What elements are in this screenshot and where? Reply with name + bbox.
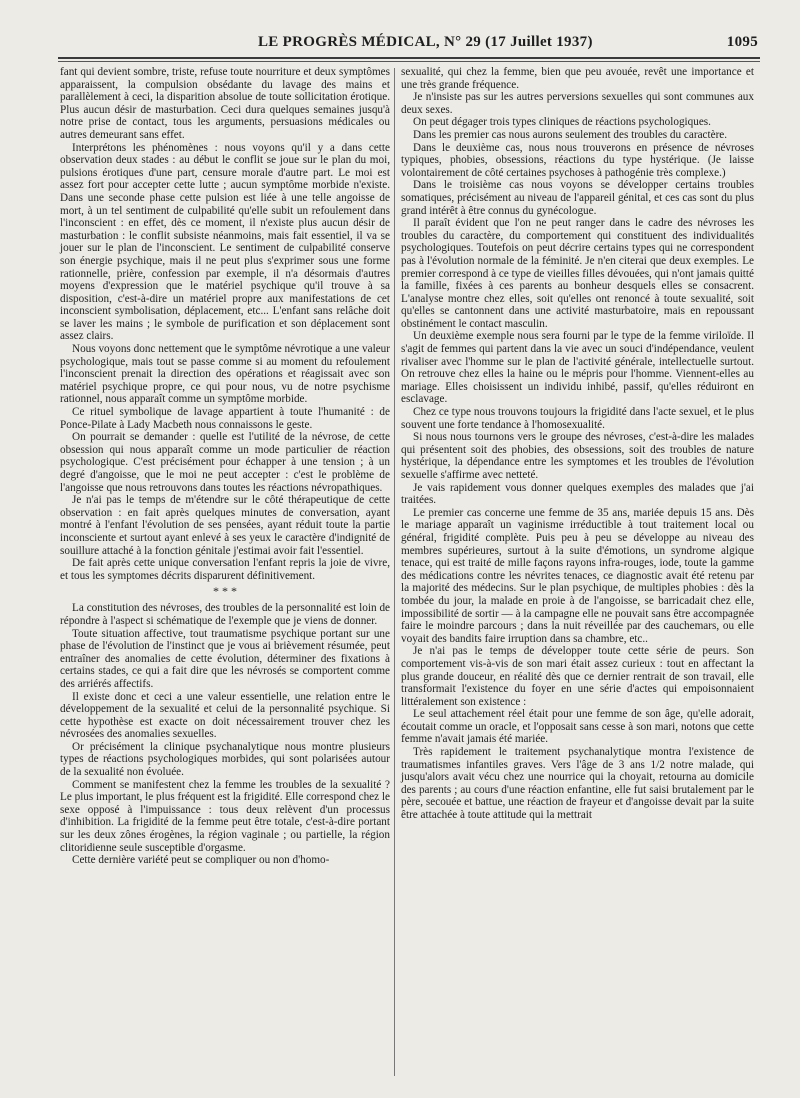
paragraph: Dans le troisième cas nous voyons se développer certains troubles somatiques, précisément au niveau de l'appareil génital, et ces cas sont du plus grand intérêt à être connus du gynécologue. <box>401 179 754 217</box>
paragraph: Or précisément la clinique psychanalytique nous montre plusieurs types de réactions psychologiques morbides, qui sont polarisées autour de la sexualité non évoluée. <box>60 740 390 779</box>
paragraph: Un deuxième exemple nous sera fourni par le type de la femme viriloïde. Il s'agit de femmes qui partent dans la vie avec un souci d'indépendance, veulent rivaliser avec l'homme sur le plan de l'activité générale, intellectuelle surtout. On retrouve chez elles la haine ou le mépris pour l'homme. Viennent-elles au mariage. Elles choisissent un individu inhibé, passif, qu'elles réduiront en esclavage. <box>401 330 754 406</box>
paragraph: Le seul attachement réel était pour une femme de son âge, qu'elle adorait, écoutait comme un oracle, et l'opposait sans cesse à son mari, notons que cette femme n'avait jamais été mariée. <box>401 708 754 746</box>
right-column <box>401 66 754 822</box>
paragraph: Dans les premier cas nous aurons seulement des troubles du caractère. <box>413 128 728 141</box>
header-rule-thin <box>58 61 760 62</box>
paragraph: De fait après cette unique conversation l'enfant repris la joie de vivre, et tous les symptomes décrits disparurent définitivement. <box>60 557 390 582</box>
paragraph: Je n'insiste pas sur les autres perversions sexuelles qui sont communes aux deux sexes. <box>401 91 754 116</box>
paragraph: La constitution des névroses, des troubles de la personnalité est loin de répondre à l'aspect si schématique de l'exemple que je viens de donner. <box>60 602 390 627</box>
paragraph: Si nous nous tournons vers le groupe des névroses, c'est-à-dire les malades qui présentent soit des phobies, des obsessions, soit des troubles de nature hystérique, la dépendance entre les symptomes et les troubles de l'évolution sexuelle s'affirme avec netteté. <box>401 431 754 481</box>
paragraph: Je n'ai pas le temps de développer toute cette série de peurs. Son comportement vis-à-vis de son mari était assez curieux : tout en affectant la plus grande douceur, en réalité dès que ce dernier rentrait de son travail, elle transformait l'existence du foyer en une série d'actes qui empoisonnaient littéralement son existence : <box>401 645 754 708</box>
paragraph: Interprétons les phénomènes : nous voyons qu'il y a dans cette observation deux stades : au début le conflit se joue sur le plan du moi, pulsions érotiques d'une part, censure morale d'autre part. Le moi est assez fort pour accepter cette lutte ; aucun symptôme morbide n'existe. Dans une seconde phase cette pulsion est liée à une telle angoisse de mort, à un tel sentiment de culpabilité qu'elle subit un refoulement dans l'inconscient : en effet, dès ce moment, il n'existe plus aucun désir de masturbation : le conflit subsiste néanmoins, mais fait essentiel, il va se jouer sur le plan de l'inconscient. Le sentiment de culpabilité conserve son énergie psychique, mais il ne peut plus s'exprimer sous une forme rationnelle, prière, confession par exemple, il n'a désormais d'autres moyens d'expression que le matériel psychique qu'il trouve à sa disposition, c'est-à-dire un matériel propre aux manifestations de cet inconscient symbolisation, déplacement, etc... L'enfant sans relâche doit se laver les mains ; le symbole de purification et son déplacement sont assez clairs. <box>60 141 390 343</box>
paragraph: Comment se manifestent chez la femme les troubles de la sexualité ? Le plus important, le plus fréquent est la frigidité. Elle correspond chez le sexe opposé à l'impuissance : tous deux relèvent d'un processus d'inhibition. La frigidité de la femme peut être totale, c'est-à-dire portant sur les deux zônes érogènes, la région vaginale ; ou partielle, la région clitoridienne seule susceptible d'orgasme. <box>60 778 390 854</box>
paragraph: On peut dégager trois types cliniques de réactions psychologiques. <box>413 116 711 129</box>
paragraph: Je vais rapidement vous donner quelques exemples des malades que j'ai traitées. <box>401 481 754 507</box>
page-header <box>58 30 760 54</box>
paragraph: Il paraît évident que l'on ne peut ranger dans le cadre des névroses les troubles du caractère, du comportement qui constituent des individualités psychologiques. Toutefois on peut décrire certains types qui ne correspondent pas à l'évolution normale de la féminité. Je n'en citerai que deux exemples. Le premier correspond à ce type de vieilles filles dévouées, qui n'ont jamais quitté la famille, fixées à ces parents au bonheur desquels elles se consacrent. L'analyse montre chez elles, soit qu'elles ont renoncé à toute sexualité, soit qu'elles se cantonnent dans une activité masturbatoire, mais en repoussant obstinément le contact masculin. <box>401 217 754 330</box>
paragraph: Nous voyons donc nettement que le symptôme névrotique a une valeur psychologique, mais tout se passe comme si au moment du refoulement l'inconscient prenait la direction des opérations et réagissait avec son matériel psychique propre, ce qui pour nous, vu de notre psychisme rationnel, nous apparaît comme un symptôme morbide. <box>60 343 390 406</box>
paragraph: Le premier cas concerne une femme de 35 ans, mariée depuis 15 ans. Dès le mariage apparaît un vaginisme irréductible à tout traitement local ou général, frigidité complète. Puis peu à peu se développe au niveau des membres supérieures, surtout à la suite d'émotions, un syndrome algique tenace, qui est traité de mille façons rayons infra-rouges, iode, toute la gamme des médications contre les névrites tenaces, ce diagnostic avait été retenu par la majorité des médecins. Sur le plan psychique, de multiples phobies : dès la tombée du jour, la malade en proie à de l'angoisse, se barricadait chez elle, impossibilité de sortir — à la campagne elle ne pouvait sans être accompagnée faire le moindre parcours ; dans la nuit réveillée par des cauchemars, ou elle voyait des bandits faire irruption dans sa chambre, etc.. <box>401 506 754 645</box>
column-divider <box>394 68 395 1076</box>
paragraph: Il existe donc et ceci a une valeur essentielle, une relation entre le développement de la sexualité et celui de la personnalité psychique. Si cette hypothèse est exacte on doit nécessairement trouver chez les névrosées des anomalies sexuelles. <box>60 690 390 741</box>
header-rule <box>58 57 760 59</box>
paragraph: Ce rituel symbolique de lavage appartient à toute l'humanité : de Ponce-Pilate à Lady Macbeth nous connaissons le geste. <box>60 406 390 431</box>
paragraph: On pourrait se demander : quelle est l'utilité de la névrose, de cette obsession qui nous apparaît comme un mode particulier de réaction psychologique. C'est précisément pour échapper à une tension ; à un degré d'angoisse, que le moi ne peut accepter : c'est le problème de l'angoisse que nous retrouvons dans toutes les réactions névropathiques. <box>60 431 390 494</box>
paragraph: Je n'ai pas le temps de m'étendre sur le côté thérapeutique de cette observation : en fait après quelques minutes de conversation, ayant montré à l'enfant l'évolution de ses pensées, ayant réduit toute la partie inconsciente et surtout ayant enlevé à ses yeux le caractère d'indignité de souillure attaché à la fonction génitale j'estimai avoir fait l'essentiel. <box>60 494 390 557</box>
running-title: LE PROGRÈS MÉDICAL, N° 29 (17 Juillet 1937) <box>258 34 593 50</box>
paragraph: Cette dernière variété peut se compliquer ou non d'homo- <box>72 854 330 867</box>
paragraph: fant qui devient sombre, triste, refuse toute nourriture et deux symptômes apparaissent, la compulsion obsédante du lavage des mains et parallèlement à ceci, la disparition absolue de toute sollicitation érotique. Plus aucun désir de masturbation. Ceci dura quelques semaines jusqu'à notre prise de contact, tous les arguments, persuasions médicales ou autres demeurant sans effet. <box>60 66 390 141</box>
section-separator-stars: * * * <box>213 584 237 599</box>
paragraph: Chez ce type nous trouvons toujours la frigidité dans l'acte sexuel, et le plus souvent une forte tendance à l'homosexualité. <box>401 406 754 431</box>
paragraph: sexualité, qui chez la femme, bien que peu avouée, revêt une importance et une très grande fréquence. <box>401 66 754 91</box>
paragraph: Toute situation affective, tout traumatisme psychique portant sur une phase de l'évolution de l'instinct que je vous ai brièvement résumée, peut entraîner des anomalies de cette évolution, déterminer des fixations à certains stades, ce qui a fait dire que les névrosés se comportent comme des arriérés affectifs. <box>60 627 390 690</box>
left-column <box>60 66 390 867</box>
paragraph: Très rapidement le traitement psychanalytique montra l'existence de traumatismes infantiles graves. Vers l'âge de 3 ans 1/2 notre malade, qui jusqu'alors avait vécu chez une nourrice qui la choyait, retourna au domicile des parents ; au cours d'une réaction enfantine, elle fut saisi brutalement par le père, secouée et battue, une réaction de frayeur et d'angoisse devait par la suite être attachée à toute attitude qui la mettrait <box>401 746 754 822</box>
page-number: 1095 <box>726 34 758 50</box>
paragraph: Dans le deuxième cas, nous nous trouverons en présence de névroses typiques, phobies, obsessions, réactions du type hystérique. (Je laisse volontairement de côté certaines psychoses à pathogénie très complexe.) <box>401 141 754 179</box>
